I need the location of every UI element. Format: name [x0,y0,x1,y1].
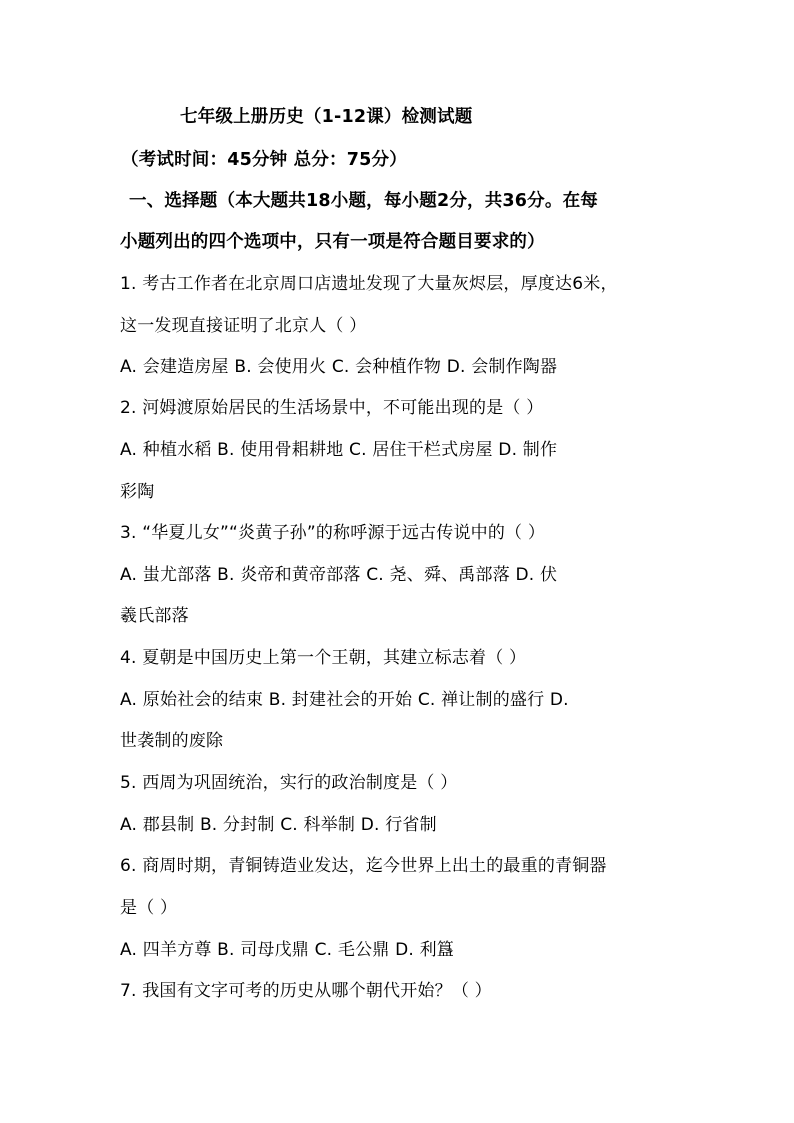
question-7-stem: 7. 我国有文字可考的历史从哪个朝代开始？（ ） [120,981,492,1001]
question-5-stem: 5. 西周为巩固统治，实行的政治制度是（ ） [120,773,458,793]
question-4-options-cont: 世袭制的废除 [120,731,224,751]
question-4-options: A. 原始社会的结束 B. 封建社会的开始 C. 禅让制的盛行 D. [120,690,569,710]
question-3-options: A. 蚩尤部落 B. 炎帝和黄帝部落 C. 尧、舜、禹部落 D. 伏 [120,565,558,585]
section-heading-line-2: 小题列出的四个选项中，只有一项是符合题目要求的） [120,232,545,252]
question-5-options: A. 郡县制 B. 分封制 C. 科举制 D. 行省制 [120,815,437,835]
question-6-options: A. 四羊方尊 B. 司母戊鼎 C. 毛公鼎 D. 利簋 [120,940,454,960]
question-2-options-cont: 彩陶 [120,482,155,502]
question-3-stem: 3. “华夏儿女”“炎黄子孙”的称呼源于远古传说中的（ ） [120,523,546,543]
question-2-stem: 2. 河姆渡原始居民的生活场景中，不可能出现的是（ ） [120,398,544,418]
question-2-options: A. 种植水稻 B. 使用骨耜耕地 C. 居住干栏式房屋 D. 制作 [120,440,558,460]
section-heading-line-1: 一、选择题（本大题共18小题，每小题2分，共36分。在每 [129,191,598,211]
question-3-options-cont: 羲氏部落 [120,606,189,626]
question-1-options: A. 会建造房屋 B. 会使用火 C. 会种植作物 D. 会制作陶器 [120,357,558,377]
question-6-stem-cont: 是（ ） [120,898,178,918]
question-1-stem-cont: 这一发现直接证明了北京人（ ） [120,316,367,336]
question-4-stem: 4. 夏朝是中国历史上第一个王朝，其建立标志着（ ） [120,648,527,668]
exam-title: 七年级上册历史（1-12课）检测试题 [180,107,473,127]
exam-subtitle: （考试时间：45分钟 总分：75分） [121,150,407,170]
question-1-stem: 1. 考古工作者在北京周口店遗址发现了大量灰烬层，厚度达6米， [120,274,618,294]
question-6-stem: 6. 商周时期，青铜铸造业发达，迄今世界上出土的最重的青铜器 [120,856,607,876]
